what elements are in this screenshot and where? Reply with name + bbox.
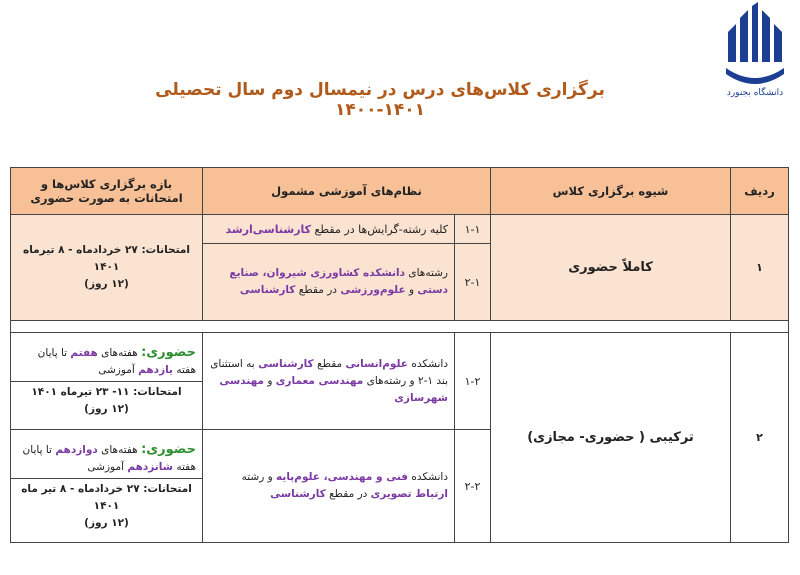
presence-text: آموزشی <box>87 460 128 473</box>
row-separator <box>11 321 789 333</box>
item-text: و <box>405 284 418 296</box>
exam-days: (۱۲ روز) <box>84 516 129 529</box>
presence-text: تا پایان هفته <box>22 443 196 473</box>
table-row <box>11 215 789 244</box>
item-code: ۱-۲ <box>455 333 491 430</box>
item-description <box>203 333 455 430</box>
item-text: و رشته <box>241 471 277 483</box>
exam-period <box>11 479 202 534</box>
week-start: دوازدهم <box>55 443 98 456</box>
item-highlight: فنی و مهندسی، علوم‌پایه <box>276 471 408 483</box>
header-row-number: ردیف <box>731 168 789 215</box>
period-cell <box>11 430 203 543</box>
row-number: ۲ <box>731 333 789 543</box>
item-text: رشته‌های <box>405 267 449 279</box>
schedule-table <box>10 167 789 543</box>
item-text: دانشکده <box>407 357 449 370</box>
item-text: کلیه رشته-گرایش‌ها در مقطع <box>311 222 449 236</box>
exam-days: (۱۲ روز) <box>84 403 129 415</box>
header-period: بازه برگزاری کلاس‌ها و امتحانات به صورت حضوری <box>11 168 203 215</box>
exam-label: امتحانات: <box>143 482 192 495</box>
presence-text: هفته‌های <box>97 347 142 359</box>
item-highlight: کارشناسی <box>270 488 326 500</box>
item-description <box>203 215 455 244</box>
exam-label: امتحانات: <box>141 244 190 256</box>
header-systems: نظام‌های آموزشی مشمول <box>203 168 491 215</box>
item-highlight: مهندسی شهرسازی <box>219 374 449 404</box>
week-end: یازدهم <box>138 364 174 376</box>
exam-dates: ۲۷ خردادماه - ۸ تیر ماه ۱۴۰۱ <box>21 482 140 512</box>
week-start: هفتم <box>70 347 98 359</box>
item-highlight: کارشناسی‌ارشد <box>225 222 312 236</box>
item-description <box>203 244 455 321</box>
item-highlight: دانشکده کشاورزی شیروان، صنایع دستی <box>229 267 449 296</box>
class-mode: کاملاً حضوری <box>491 215 731 321</box>
presence-period <box>11 439 202 479</box>
item-text: دانشکده <box>407 471 449 483</box>
item-highlight: علوم‌ورزشی <box>340 284 406 296</box>
class-mode: ترکیبی ( حضوری- مجازی) <box>491 333 731 543</box>
header-mode: شیوه برگزاری کلاس <box>491 168 731 215</box>
item-code: ۲-۱ <box>455 244 491 321</box>
item-code: ۱-۱ <box>455 215 491 244</box>
item-highlight: کارشناسی <box>239 284 296 296</box>
presence-label: حضوری: <box>141 345 196 360</box>
item-highlight: مهندسی معماری <box>275 374 364 387</box>
row-number: ۱ <box>731 215 789 321</box>
item-highlight: کارشناسی <box>258 357 314 370</box>
page-title: برگزاری کلاس‌های درس در نیمسال دوم سال تحصیلی ۱۴۰۱-۱۴۰۰ <box>155 80 605 120</box>
item-text: مقطع <box>313 357 346 370</box>
item-description <box>203 430 455 543</box>
presence-text: تا پایان هفته <box>37 347 196 376</box>
presence-text: آموزشی <box>98 364 139 376</box>
item-text: و <box>264 374 276 387</box>
exam-days: (۱۲ روز) <box>84 278 129 290</box>
item-highlight: ارتباط تصویری <box>370 488 449 500</box>
exam-dates: ۲۷ خردادماه - ۸ تیرماه ۱۴۰۱ <box>23 244 138 273</box>
exam-dates: ۱۱- ۲۳ تیرماه ۱۴۰۱ <box>31 386 130 398</box>
item-highlight: علوم‌انسانی <box>345 357 408 370</box>
week-end: شانزدهم <box>127 460 174 473</box>
item-code: ۲-۲ <box>455 430 491 543</box>
header-row <box>11 168 789 215</box>
presence-text: هفته‌های <box>97 443 142 456</box>
item-text: به استثنای بند ۱-۲ و رشته‌های <box>210 357 449 387</box>
logo-caption: دانشگاه بجنورد <box>726 88 784 98</box>
exam-label: امتحانات: <box>133 386 182 398</box>
item-text: در مقطع <box>295 284 341 296</box>
table-row <box>11 333 789 430</box>
item-text: در مقطع <box>325 488 371 500</box>
period-cell <box>11 333 203 430</box>
exam-period <box>11 215 203 321</box>
presence-label: حضوری: <box>141 441 196 457</box>
exam-period <box>11 382 202 420</box>
presence-period <box>11 342 202 382</box>
